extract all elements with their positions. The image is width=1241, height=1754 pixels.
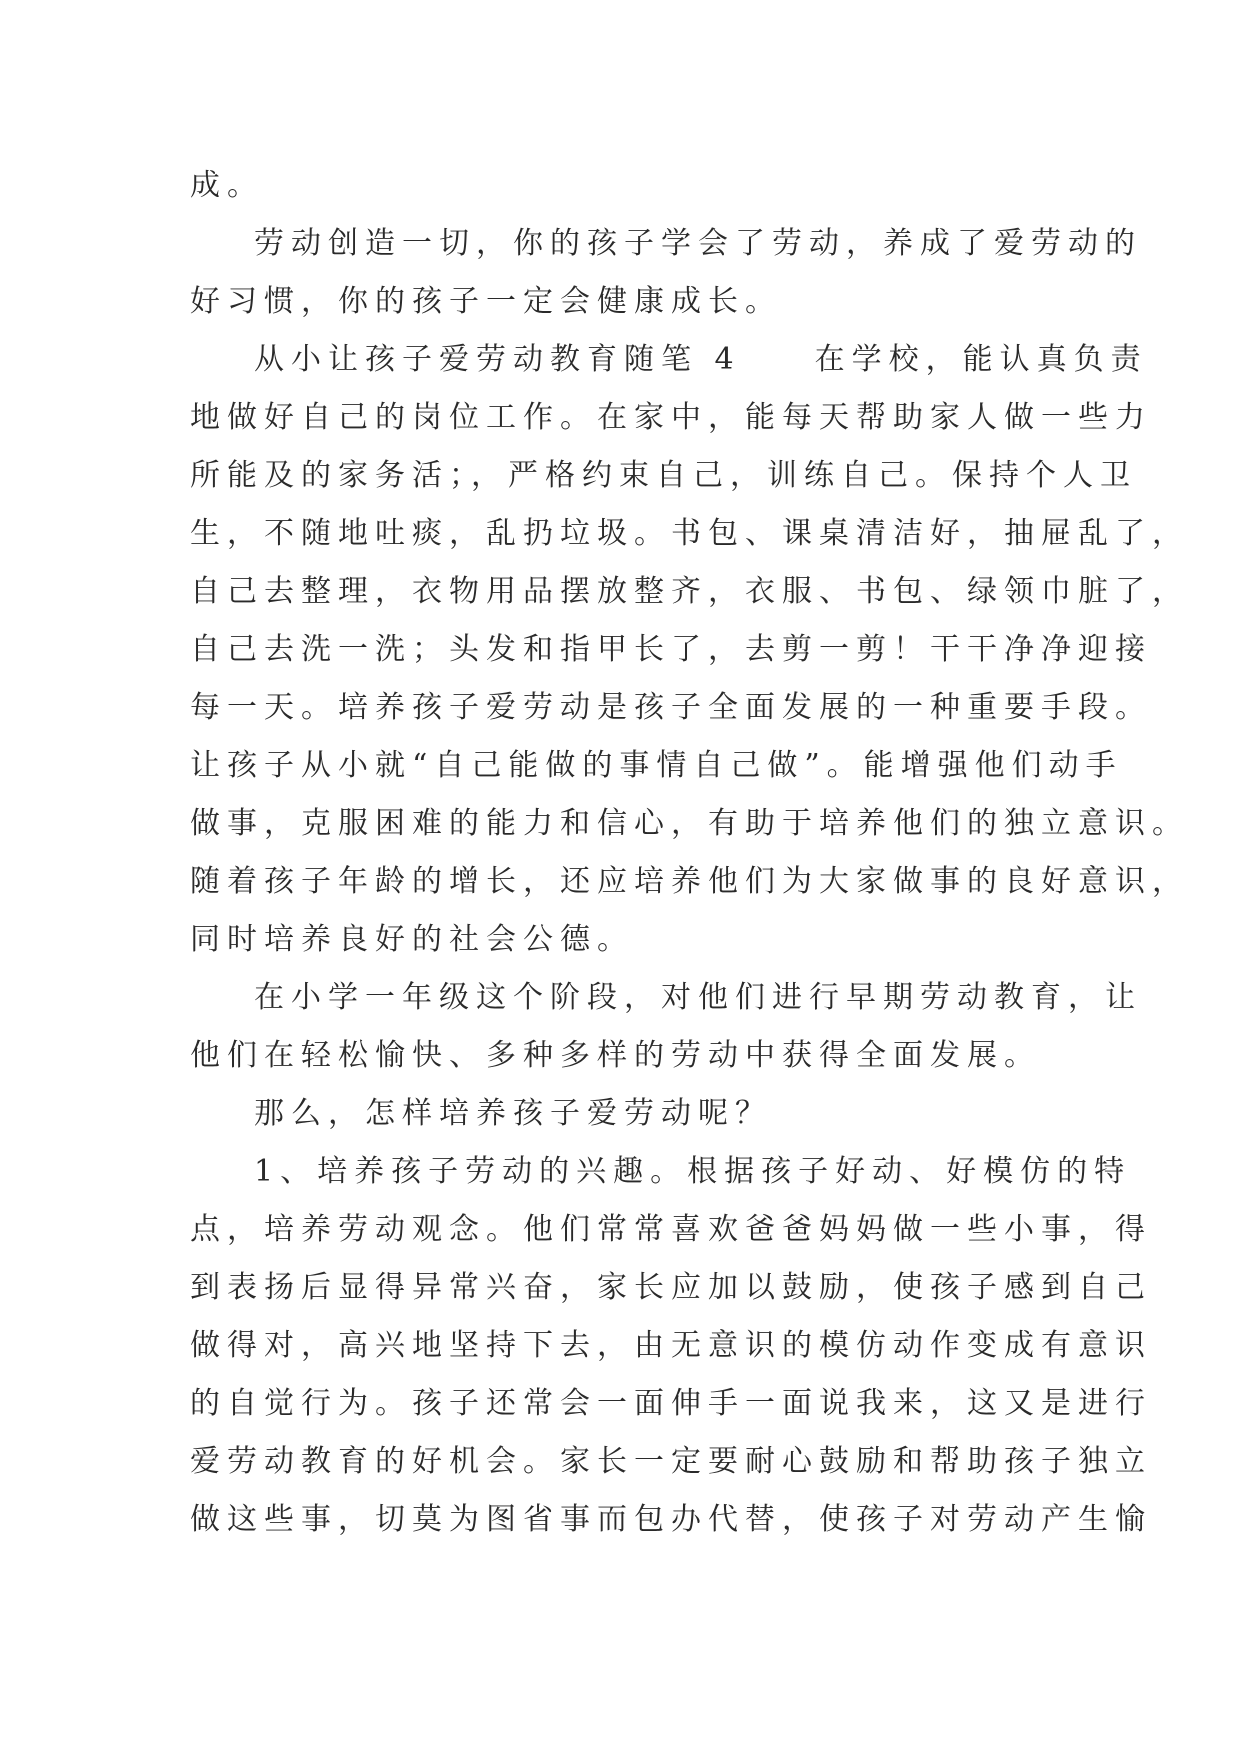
text-line: 让孩子从小就“自己能做的事情自己做”。能增强他们动手 [190,748,1123,783]
text-line: 所能及的家务活；，严格约束自己，训练自己。保持个人卫 [190,458,1137,493]
text-line: 同时培养良好的社会公德。 [190,922,634,957]
text-line: 做这些事，切莫为图省事而包办代替，使孩子对劳动产生愉 [190,1502,1152,1537]
text-line: 每一天。培养孩子爱劳动是孩子全面发展的一种重要手段。 [190,690,1152,725]
text-line: 做事，克服困难的能力和信心，有助于培养他们的独立意识。 [190,806,1189,841]
text-line: 的自觉行为。孩子还常会一面伸手一面说我来，这又是进行 [190,1386,1152,1421]
text-line: 点，培养劳动观念。他们常常喜欢爸爸妈妈做一些小事，得 [190,1212,1152,1247]
text-line: 自己去整理，衣物用品摆放整齐，衣服、书包、绿领巾脏了， [190,574,1189,609]
text-line: 做得对，高兴地坚持下去，由无意识的模仿动作变成有意识 [190,1328,1152,1363]
text-line: 自己去洗一洗；头发和指甲长了，去剪一剪！干干净净迎接 [190,632,1152,667]
text-line: 生，不随地吐痰，乱扔垃圾。书包、课桌清洁好，抽屉乱了， [190,516,1189,551]
text-line: 成。 [190,168,264,203]
paragraph-first-line: 劳动创造一切，你的孩子学会了劳动，养成了爱劳动的 [254,226,1142,261]
text-line: 好习惯，你的孩子一定会健康成长。 [190,284,782,319]
paragraph-first-line: 那么，怎样培养孩子爱劳动呢？ [254,1096,772,1131]
text-line: 他们在轻松愉快、多种多样的劳动中获得全面发展。 [190,1038,1041,1073]
paragraph-first-line: 在小学一年级这个阶段，对他们进行早期劳动教育，让 [254,980,1142,1015]
section-heading-line: 从小让孩子爱劳动教育随笔 4 在学校，能认真负责 [254,342,1148,377]
text-line: 随着孩子年龄的增长，还应培养他们为大家做事的良好意识， [190,864,1189,899]
paragraph-first-line: 1、培养孩子劳动的兴趣。根据孩子好动、好模仿的特 [254,1154,1132,1189]
text-line: 爱劳动教育的好机会。家长一定要耐心鼓励和帮助孩子独立 [190,1444,1152,1479]
text-line: 地做好自己的岗位工作。在家中，能每天帮助家人做一些力 [190,400,1152,435]
text-line: 到表扬后显得异常兴奋，家长应加以鼓励，使孩子感到自己 [190,1270,1152,1305]
